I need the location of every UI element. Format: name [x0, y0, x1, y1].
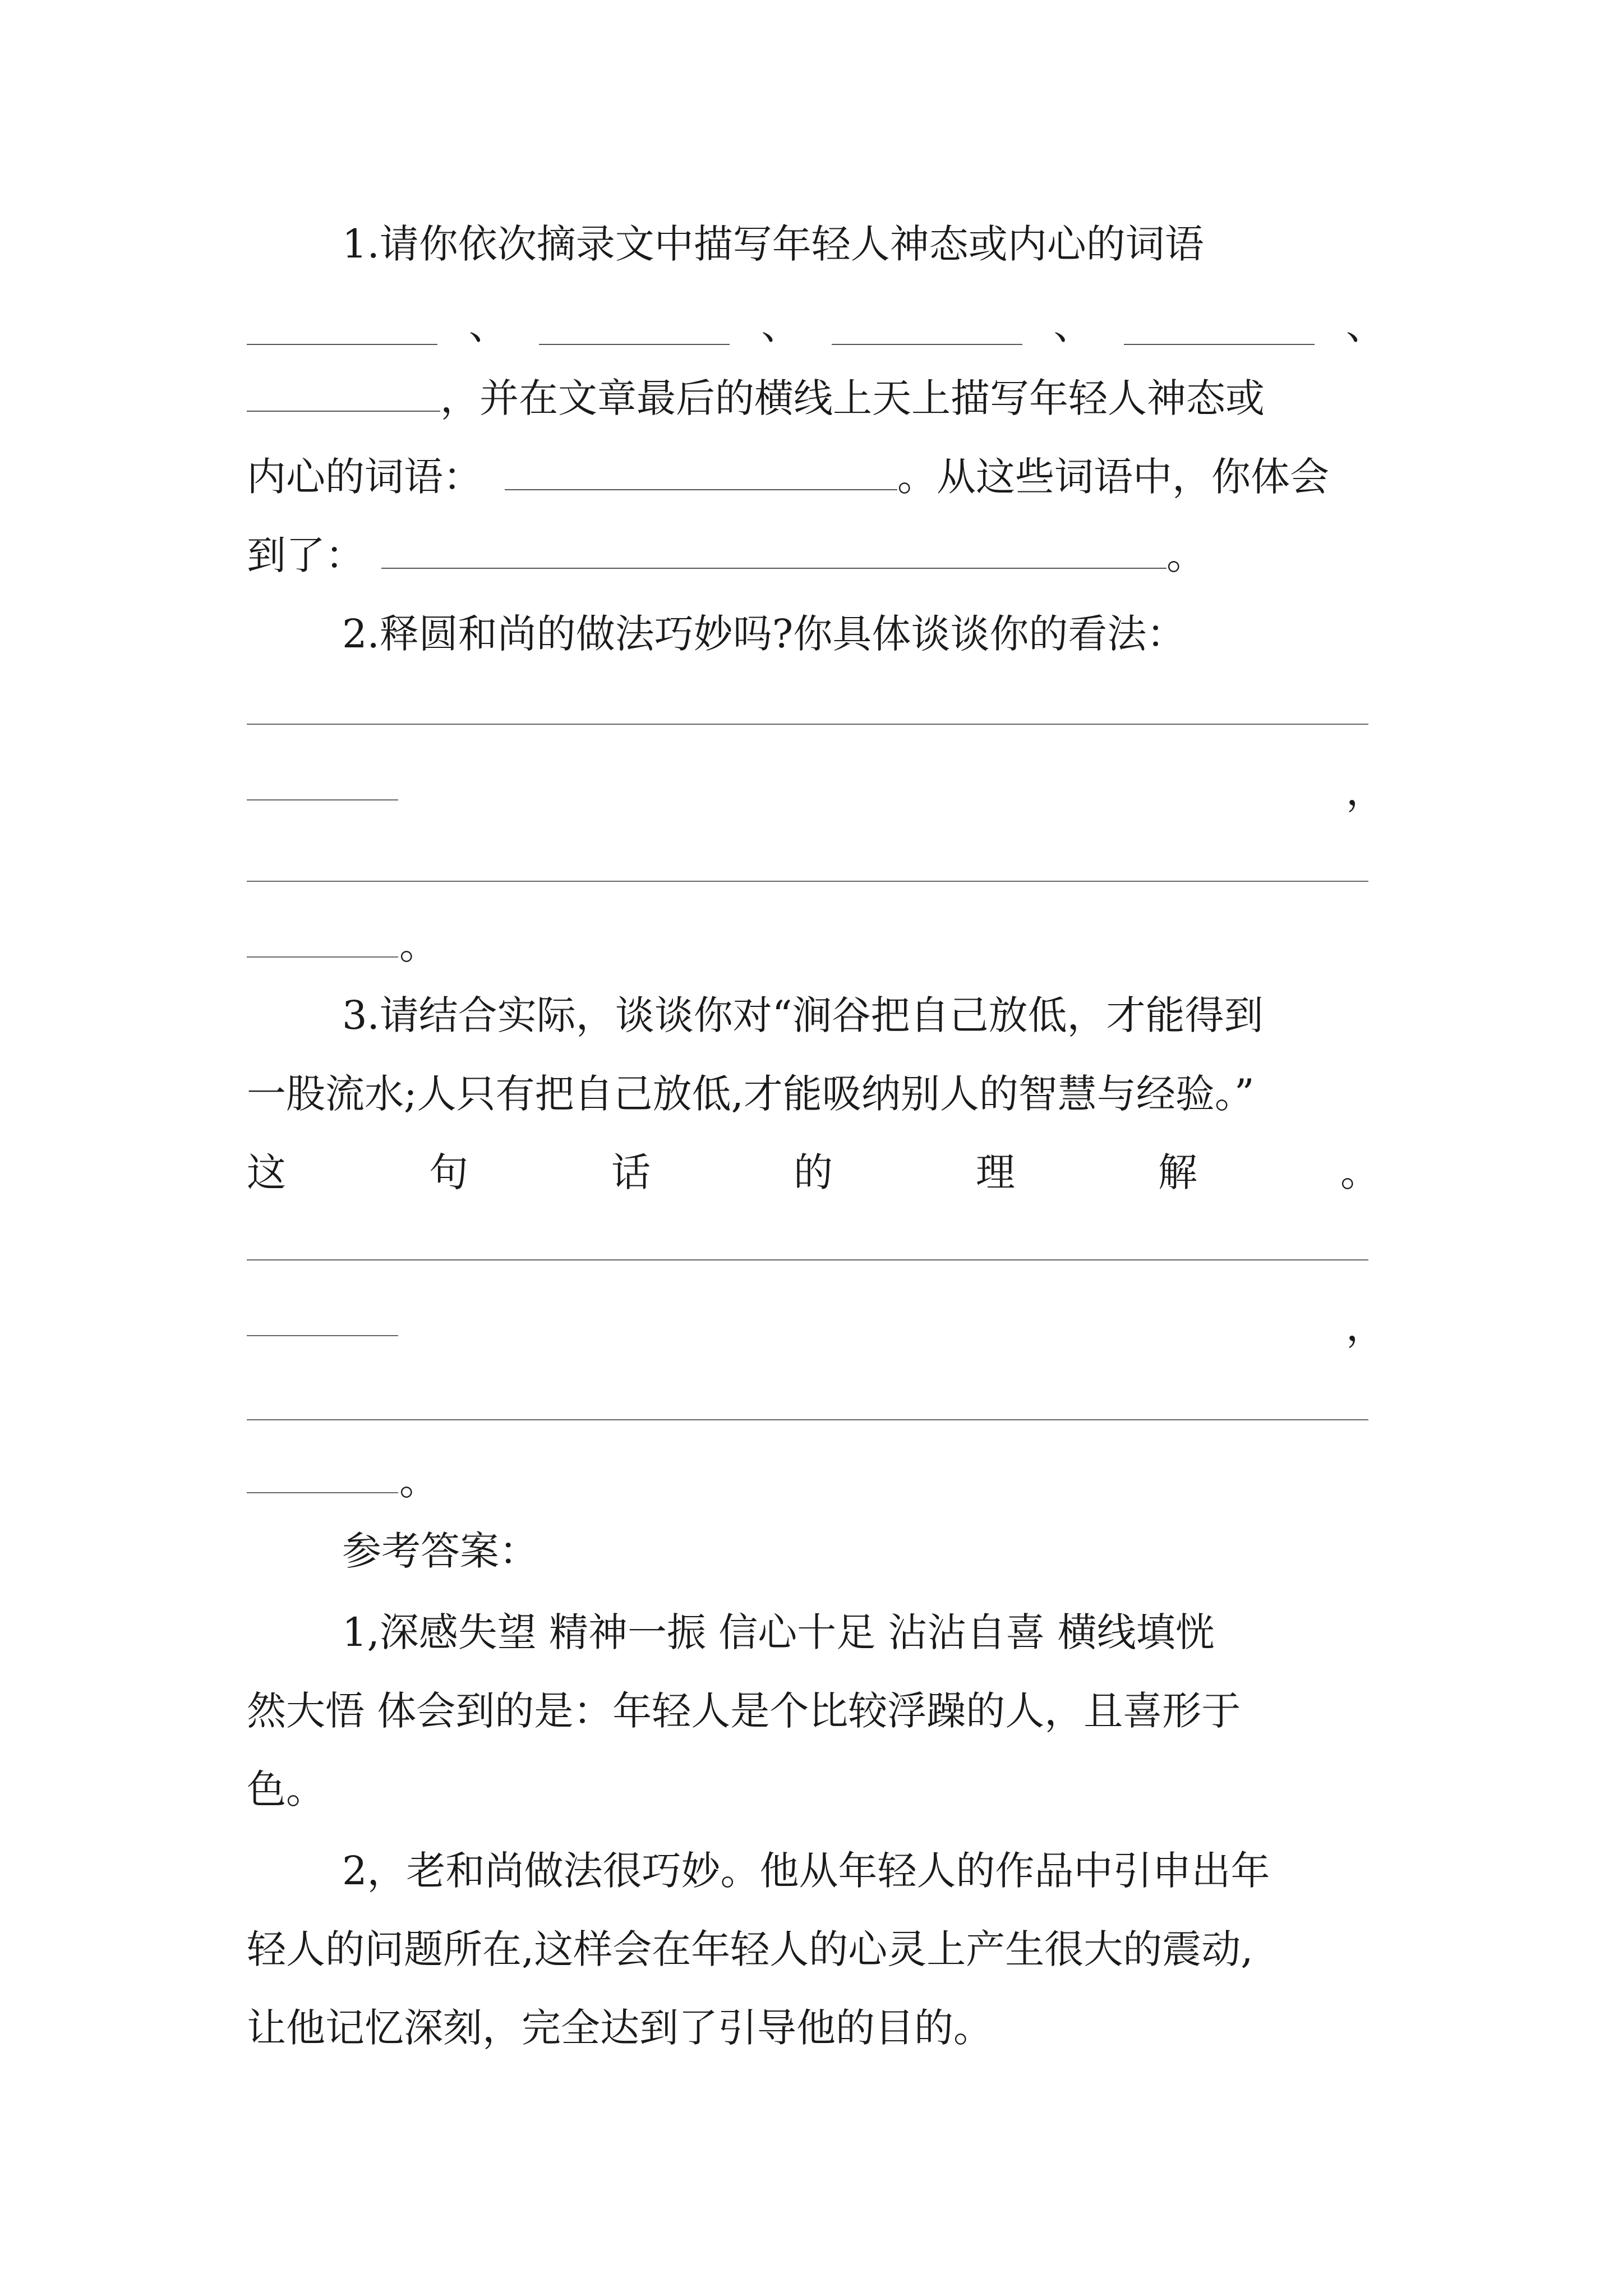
answer-blank-1[interactable]: [247, 344, 437, 345]
answer-blank-7[interactable]: [381, 568, 1166, 569]
answer-line[interactable]: [247, 1335, 398, 1336]
answer-line[interactable]: [247, 881, 1368, 882]
answer-blank-3[interactable]: [832, 344, 1022, 345]
q3-char: 话: [611, 1149, 651, 1195]
answer-blank-6[interactable]: [505, 489, 897, 490]
answer-line[interactable]: [247, 1259, 1368, 1260]
separator: 、: [761, 302, 801, 348]
answer-blank-2[interactable]: [539, 344, 730, 345]
q1-line-1: 1.请你依次摘录文中描写年轻人神态或内心的词语: [342, 221, 1204, 267]
q1-line-5-label: 到了：: [247, 532, 365, 578]
comma: ，: [1346, 1304, 1385, 1350]
q1-line-3-text: ，并在文章最后的横线上天上描写年轻人神态或: [440, 375, 1265, 421]
q3-char: 理: [976, 1149, 1015, 1195]
q1-line-3: [247, 375, 1265, 421]
period: 。: [399, 922, 439, 968]
answer-line[interactable]: [247, 956, 398, 958]
answers-heading: 参考答案：: [342, 1528, 538, 1574]
answer-2-line-2: 轻人的问题所在,这样会在年轻人的心灵上产生很大的震动,: [247, 1926, 1253, 1972]
answer-blank-5[interactable]: [247, 411, 440, 412]
answer-line[interactable]: [247, 799, 398, 800]
q1-line-4-text: 。从这些词语中，你体会: [897, 454, 1329, 500]
answer-blank-4[interactable]: [1124, 344, 1315, 345]
q1-line-5: [247, 532, 1206, 578]
comma: ，: [1346, 768, 1385, 814]
separator: 、: [1053, 302, 1093, 348]
answer-line[interactable]: [247, 1419, 1368, 1420]
answer-line[interactable]: [247, 724, 1368, 725]
q3-char: 的: [794, 1149, 833, 1195]
q1-line-4: [247, 454, 1329, 500]
q3-line-2: 一股流水;人只有把自己放低,才能吸纳别人的智慧与经验。”: [247, 1071, 1255, 1117]
answer-2-line-1: 2，老和尚做法很巧妙。他从年轻人的作品中引申出年: [342, 1848, 1270, 1894]
separator: 、: [1345, 302, 1385, 348]
period: 。: [399, 1458, 439, 1504]
q3-line-3: [247, 1149, 1380, 1195]
q1-blanks-row: [247, 302, 1385, 348]
answer-2-line-3: 让他记忆深刻，完全达到了引导他的目的。: [247, 2005, 993, 2051]
q1-line-4-label: 内心的词语：: [247, 454, 482, 500]
answer-1-line-3: 色。: [247, 1766, 325, 1812]
q2-line-1: 2.释圆和尚的做法巧妙吗?你具体谈谈你的看法：: [342, 611, 1186, 657]
answer-line[interactable]: [247, 1492, 398, 1493]
q1-line-5-end: 。: [1166, 532, 1206, 578]
q3-char: 这: [247, 1149, 286, 1195]
answer-1-line-2: 然大悟 体会到的是：年轻人是个比较浮躁的人，且喜形于: [247, 1688, 1241, 1734]
q3-char: 句: [429, 1149, 468, 1195]
q3-char: 。: [1340, 1149, 1380, 1195]
q3-char: 解: [1158, 1149, 1197, 1195]
q3-line-1: 3.请结合实际，谈谈你对“涧谷把自己放低，才能得到: [342, 992, 1264, 1038]
separator: 、: [468, 302, 508, 348]
answer-1-line-1: 1,深感失望 精神一振 信心十足 沾沾自喜 横线填恍: [342, 1609, 1215, 1655]
